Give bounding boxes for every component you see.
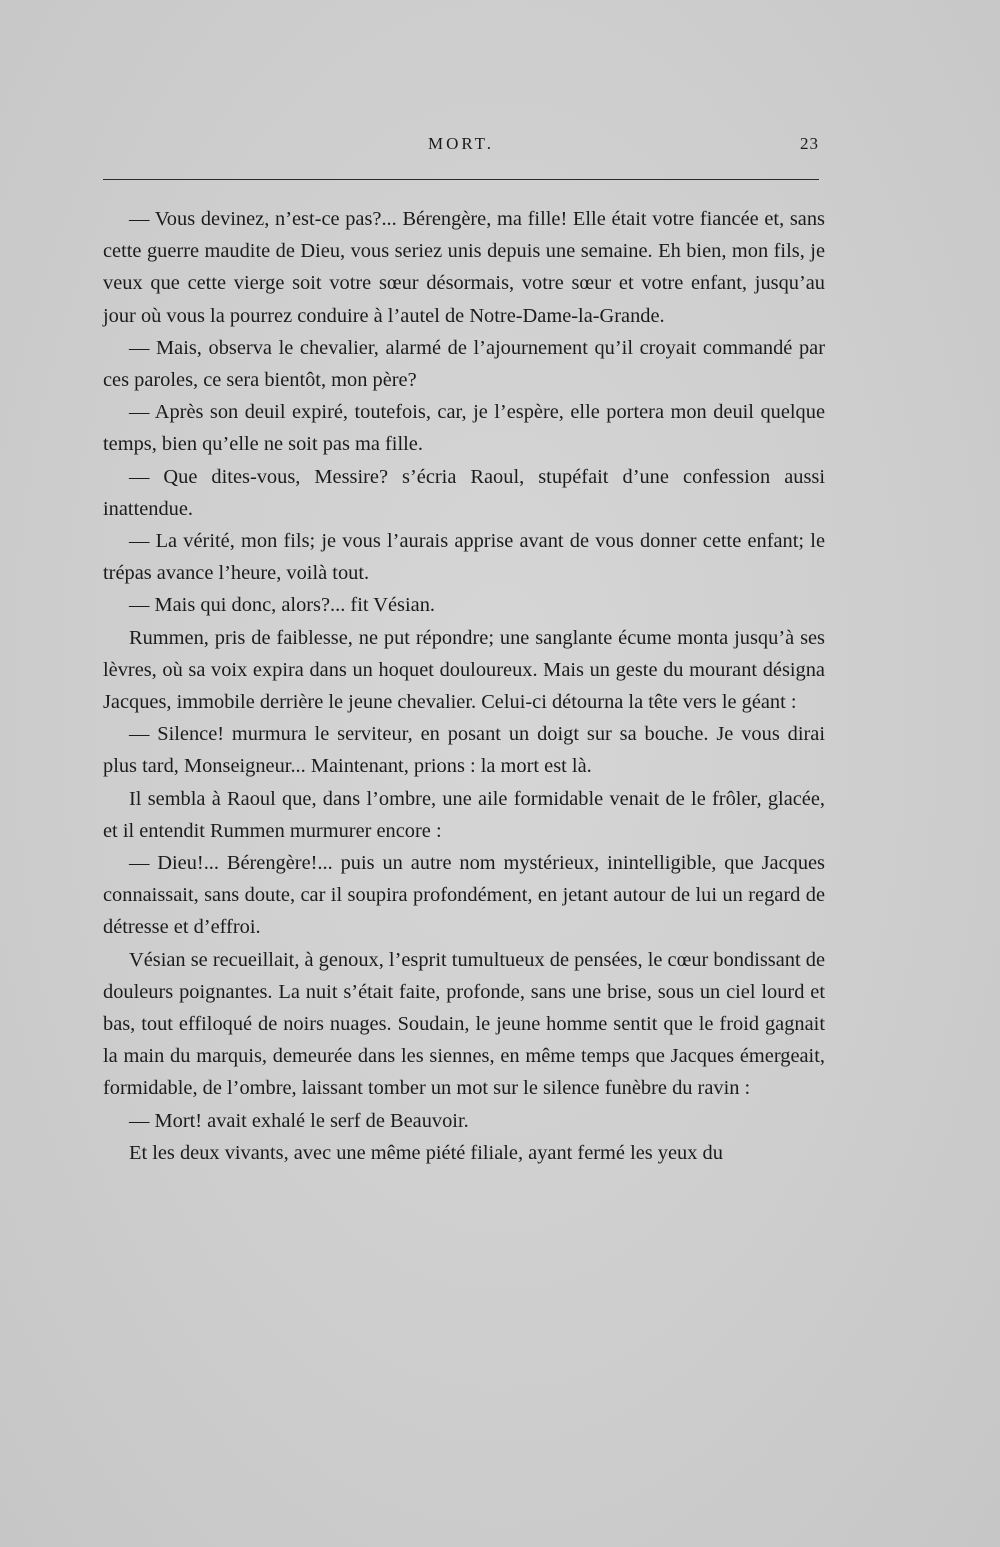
paragraph: — Vous devinez, n’est-ce pas?... Bérengère, ma fille! Elle était votre fiancée et, sans cette guerre maudite de Dieu, vous seriez unis depuis une semaine. Eh bien, mon fils, je veux que cette vierge soit votre sœur désormais, votre sœur et votre enfant, jusqu’au jour où vous la pourrez conduire à l’autel de Notre-Dame-la-Grande. — [103, 208, 825, 327]
header-rule — [103, 179, 819, 180]
paragraph: — Mort! avait exhalé le serf de Beauvoir. — [129, 1109, 469, 1132]
paragraph: Il sembla à Raoul que, dans l’ombre, une aile formidable venait de le frôler, glacée, et il entendit Rummen murmurer encore : — [103, 787, 825, 842]
paragraph: Rummen, pris de faiblesse, ne put répondre; une sanglante écume monta jusqu’à ses lèvres, où sa voix expira dans un hoquet douloureux. Mais un geste du mourant désigna Jacques, immobile derrière le jeune chevalier. Celui-ci détourna la tête vers le géant : — [103, 626, 825, 714]
paragraph: — Que dites-vous, Messire? s’écria Raoul, stupéfait d’une confession aussi inattendue. — [103, 465, 825, 520]
paragraph: — Après son deuil expiré, toutefois, car, je l’espère, elle portera mon deuil quelque temps, bien qu’elle ne soit pas ma fille. — [103, 401, 825, 456]
running-title: MORT. — [427, 134, 495, 153]
page-number: 23 — [800, 134, 819, 153]
paragraph: — Mais, observa le chevalier, alarmé de l’ajournement qu’il croyait commandé par ces paroles, ce sera bientôt, mon père? — [103, 336, 825, 392]
paragraph: Vésian se recueillait, à genoux, l’esprit tumultueux de pensées, le cœur bondissant de douleurs poignantes. La nuit s’était faite, profonde, sans une brise, sous un ciel lourd et bas, tout effiloqué de noirs nuages. Soudain, le jeune homme sentit que le froid gagnait la main du marquis, demeurée dans les siennes, en même temps que Jacques émergeait, formidable, de l’ombre, laissant tomber un mot sur le silence funèbre du ravin : — [103, 948, 825, 1100]
paragraph: — Dieu!... Bérengère!... puis un autre nom mystérieux, inintelligible, que Jacques connaissait, sans doute, car il soupira profondément, en jetant autour de lui un regard de détresse et d’effroi. — [103, 852, 825, 939]
paragraph: Et les deux vivants, avec une même piété filiale, ayant fermé les yeux du — [129, 1141, 723, 1164]
paragraph: — Silence! murmura le serviteur, en posant un doigt sur sa bouche. Je vous dirai plus tard, Monseigneur... Maintenant, prions : la mort est là. — [103, 723, 825, 778]
paragraph: — Mais qui donc, alors?... fit Vésian. — [129, 594, 435, 617]
paragraph: — La vérité, mon fils; je vous l’aurais apprise avant de vous donner cette enfant; le trépas avance l’heure, voilà tout. — [103, 530, 825, 585]
running-head — [103, 134, 819, 158]
body-text — [103, 203, 825, 1169]
